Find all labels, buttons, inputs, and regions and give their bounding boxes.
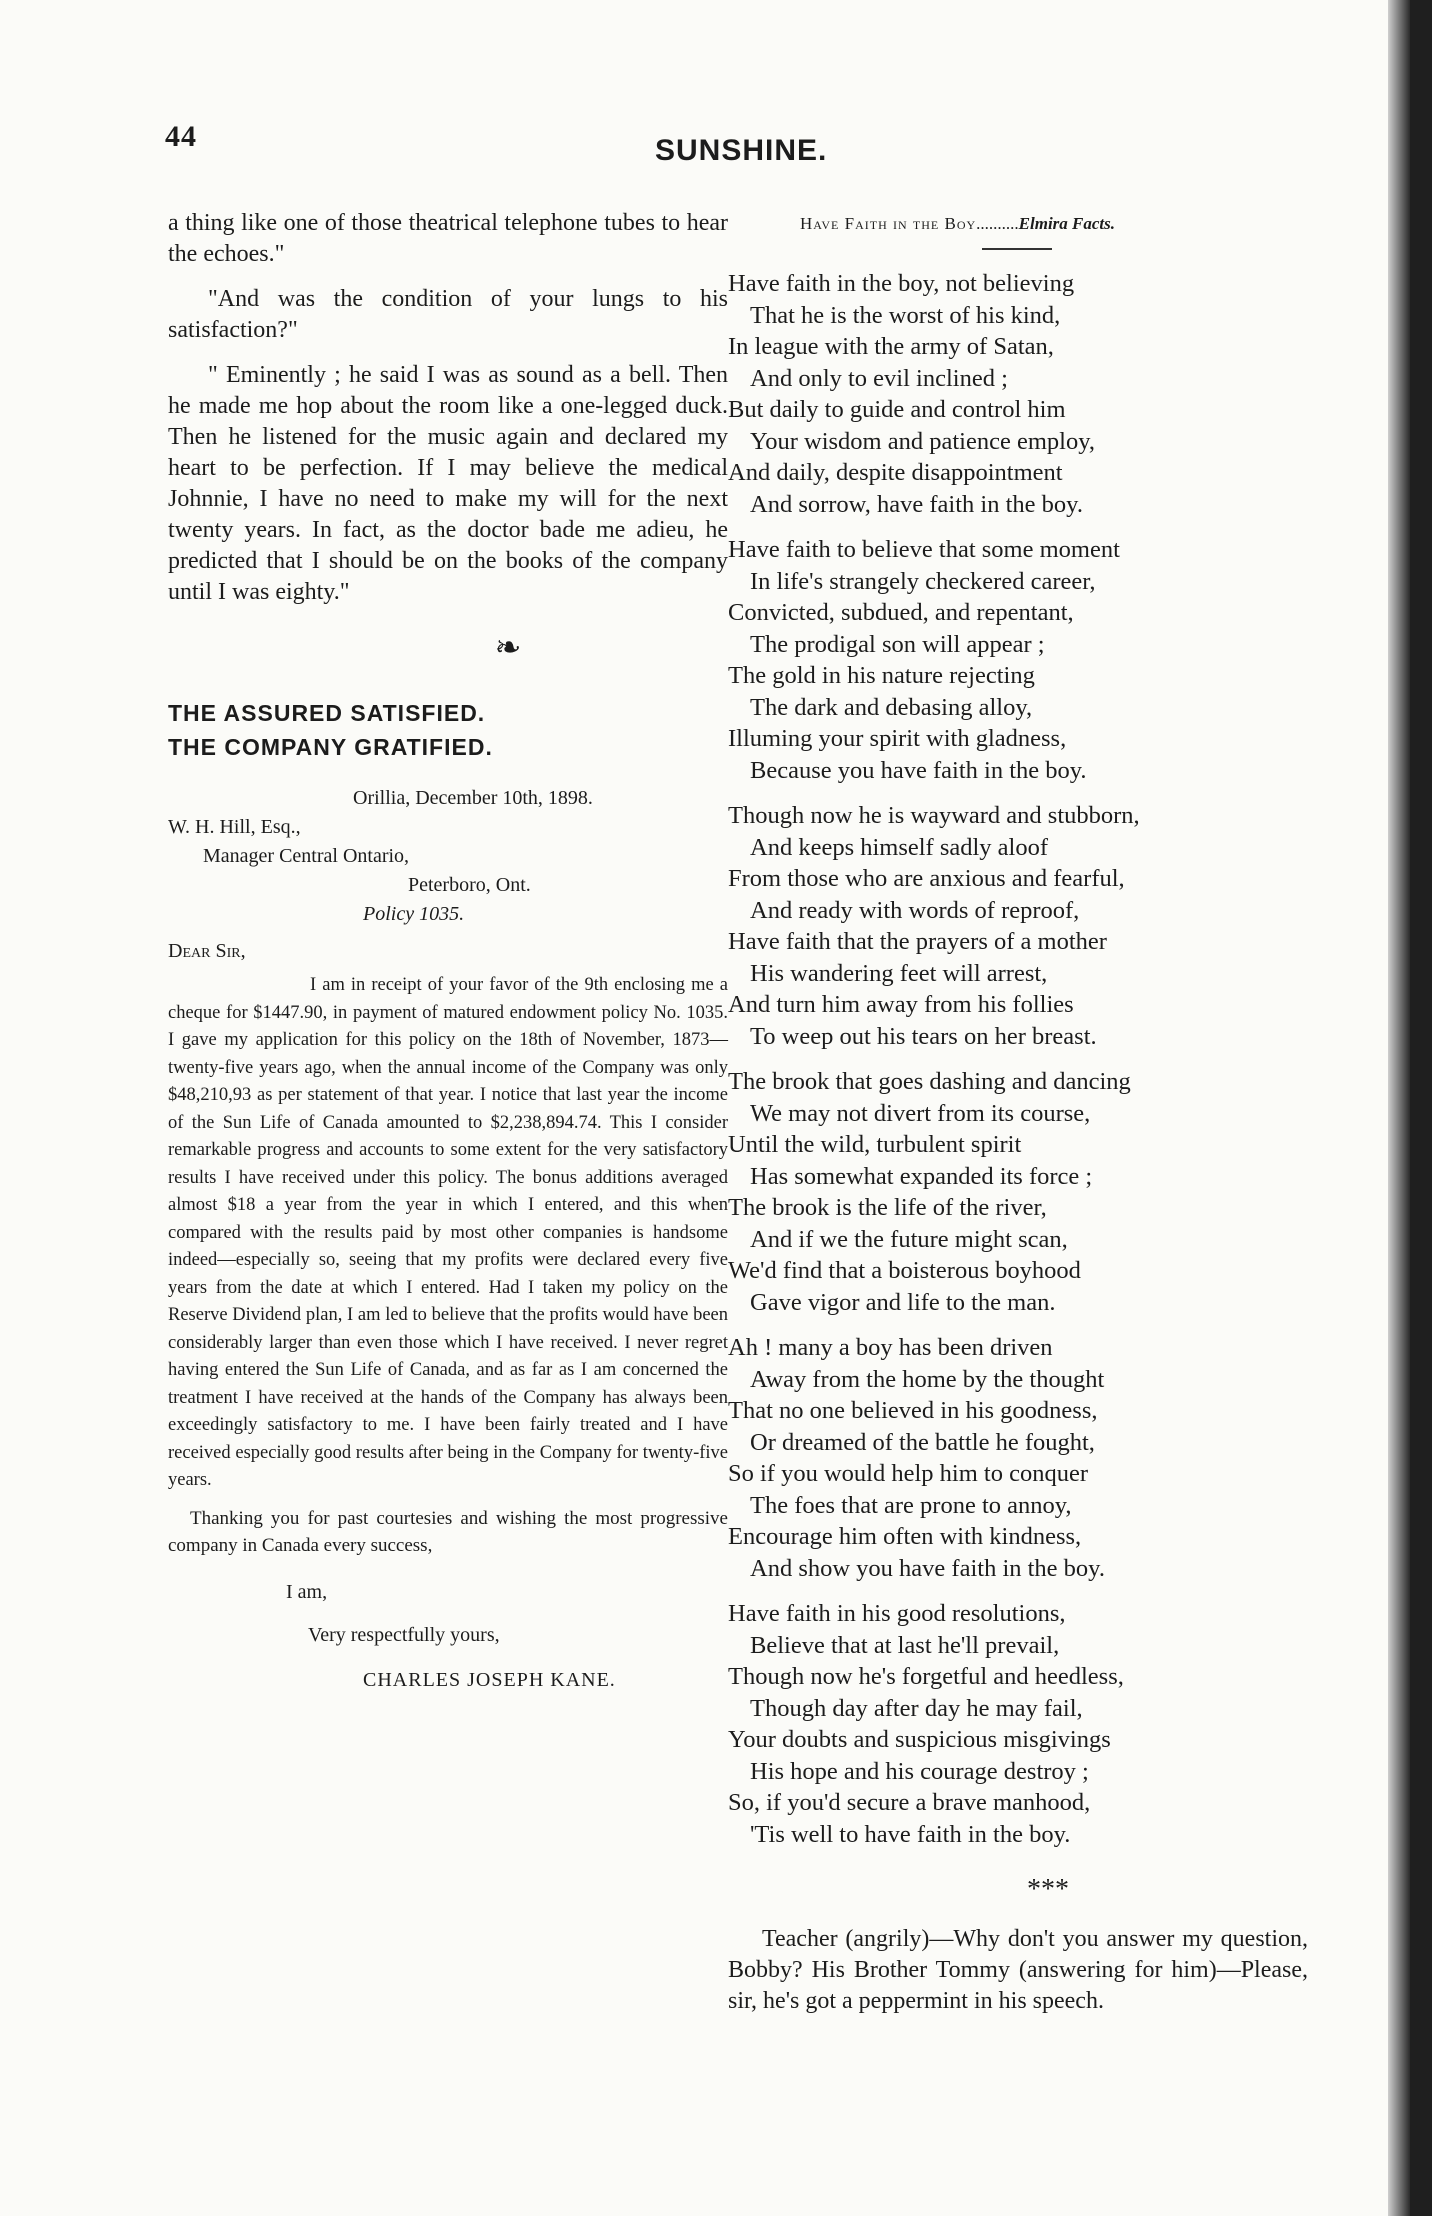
poem-line: And daily, despite disappointment	[728, 459, 1063, 486]
left-column	[168, 208, 728, 1695]
page-edge	[1388, 0, 1410, 2216]
poem-line: Ah ! many a boy has been driven	[728, 1334, 1053, 1361]
poem-line: And turn him away from his follies	[728, 991, 1074, 1018]
poem-line: In life's strangely checkered career,	[750, 567, 1096, 595]
right-column	[728, 208, 1308, 2017]
letter-salutation: Dear Sir,	[168, 940, 246, 962]
poem-line: The brook is the life of the river,	[728, 1194, 1047, 1221]
poem-line: That no one believed in his goodness,	[728, 1397, 1098, 1424]
poem-stanza	[728, 1332, 1308, 1584]
poem-line: Though now he's forgetful and heedless,	[728, 1663, 1124, 1690]
poem-line: But daily to guide and control him	[728, 396, 1066, 423]
poem-line: The foes that are prone to annoy,	[750, 1491, 1072, 1519]
poem-line: And show you have faith in the boy.	[750, 1554, 1105, 1582]
poem-line: Have faith that the prayers of a mother	[728, 928, 1107, 955]
poem-line: To weep out his tears on her breast.	[750, 1022, 1097, 1050]
poem-stanza	[728, 1066, 1308, 1318]
poem-title: Have Faith in the Boy	[800, 214, 977, 233]
joke-paragraph: Teacher (angrily)—Why don't you answer my question, Bobby? His Brother Tommy (answering for him)—Please, sir, he's got a peppermint in his speech.	[728, 1926, 1308, 2014]
poem-line: Because you have faith in the boy.	[750, 756, 1087, 784]
poem-line: That he is the worst of his kind,	[750, 301, 1061, 329]
poem-stanza	[728, 800, 1308, 1052]
poem-line: Away from the home by the thought	[750, 1365, 1105, 1393]
poem-line: Believe that at last he'll prevail,	[750, 1631, 1060, 1659]
poem-line: Though day after day he may fail,	[750, 1694, 1083, 1722]
letter-address-line: Peterboro, Ont.	[408, 874, 531, 896]
poem-line: Though now he is wayward and stubborn,	[728, 802, 1140, 829]
poem-line: Have faith in the boy, not believing	[728, 270, 1075, 297]
poem-stanza	[728, 1598, 1308, 1850]
article-continuation	[168, 208, 728, 608]
poem-stanza	[728, 268, 1308, 520]
headline: THE ASSURED SATISFIED.	[168, 700, 486, 726]
poem-source: Elmira Facts.	[1018, 214, 1116, 233]
paragraph: "And was the condition of your lungs to his satisfaction?"	[168, 286, 728, 343]
page-number: 44	[165, 120, 197, 153]
asterism: ***	[1027, 1874, 1069, 1905]
poem-line: Encourage him often with kindness,	[728, 1523, 1082, 1550]
poem-line: Your wisdom and patience employ,	[750, 427, 1095, 455]
poem-line: Or dreamed of the battle he fought,	[750, 1428, 1095, 1456]
poem-line: His wandering feet will arrest,	[750, 959, 1048, 987]
poem-line: Convicted, subdued, and repentant,	[728, 599, 1074, 626]
testimonial-letter	[168, 784, 728, 1695]
poem-heading	[728, 214, 1308, 234]
poem-line: Has somewhat expanded its force ;	[750, 1162, 1093, 1190]
poem-line: And keeps himself sadly aloof	[750, 833, 1049, 861]
poem-line: Your doubts and suspicious misgivings	[728, 1726, 1111, 1753]
paragraph: a thing like one of those theatrical telephone tubes to hear the echoes."	[168, 210, 728, 267]
divider	[982, 248, 1052, 250]
poem-line: From those who are anxious and fearful,	[728, 865, 1125, 892]
poem-line: 'Tis well to have faith in the boy.	[750, 1820, 1071, 1848]
poem-line: The gold in his nature rejecting	[728, 662, 1035, 689]
poem-stanza	[728, 534, 1308, 786]
letter-body: I am in receipt of your favor of the 9th enclosing me a cheque for $1447.90, in payment of matured endowment policy No. 1035. I gave my application for this policy on the 18th of November, 1873—twenty-five years ago, when the annual income of the Company was only $48,210,93 as per statement of that year. I notice that last year the income of the Sun Life of Canada amounted to $2,238,894.74. This I consider remarkable progress and accounts to some extent for the very satisfactory results I have received under this policy. The bonus additions averaged almost $18 a year from the year in which I entered, and this when compared with the results paid by most other companies is handsome indeed—especially so, seeing that my profits were declared every five years from the date at which I entered. Had I taken my policy on the Reserve Dividend plan, I am led to believe that the profits would have been considerably larger than even those which I have received. I never regret having entered the Sun Life of Canada, and as far as I am concerned the treatment I have received at the hands of the Company has always been exceedingly satisfactory to me. I have been fairly treated and I have received especially good results after being in the Company for twenty-five years.	[168, 975, 728, 1490]
running-head: SUNSHINE.	[655, 134, 828, 167]
poem-line: So if you would help him to conquer	[728, 1460, 1088, 1487]
poem-line: The prodigal son will appear ;	[750, 630, 1045, 658]
poem-line: Have faith in his good resolutions,	[728, 1600, 1066, 1627]
letter-thanks: Thanking you for past courtesies and wishing the most progressive company in Canada every success,	[168, 1507, 728, 1556]
letter-closing: I am,	[286, 1580, 328, 1603]
letter-address-line: Manager Central Ontario,	[203, 845, 410, 867]
poem-line: We may not divert from its course,	[750, 1099, 1091, 1127]
letter-dateline: Orillia, December 10th, 1898.	[353, 787, 593, 809]
poem-line: So, if you'd secure a brave manhood,	[728, 1789, 1091, 1816]
poem-line: And only to evil inclined ;	[750, 364, 1008, 392]
leaf-ornament-icon: ❧	[494, 629, 522, 665]
letter-signature: CHARLES JOSEPH KANE.	[363, 1668, 616, 1691]
poem	[728, 268, 1308, 1850]
poem-line: Gave vigor and life to the man.	[750, 1288, 1056, 1316]
poem-line: And ready with words of reproof,	[750, 896, 1080, 924]
letter-policy: Policy 1035.	[363, 903, 465, 925]
poem-line: The brook that goes dashing and dancing	[728, 1068, 1131, 1095]
letter-address-line: W. H. Hill, Esq.,	[168, 816, 301, 838]
poem-line: His hope and his courage destroy ;	[750, 1757, 1089, 1785]
poem-line: Illuming your spirit with gladness,	[728, 725, 1067, 752]
poem-line: Have faith to believe that some moment	[728, 536, 1120, 563]
poem-line: And sorrow, have faith in the boy.	[750, 490, 1083, 518]
poem-line: And if we the future might scan,	[750, 1225, 1068, 1253]
poem-leader: ..........	[976, 214, 1019, 233]
poem-line: In league with the army of Satan,	[728, 333, 1054, 360]
paragraph: " Eminently ; he said I was as sound as a bell. Then he made me hop about the room like a one-legged duck. Then he listened for the music again and declared my heart to be perfection. If I may believe the medical Johnnie, I have no need to make my will for the next twenty years. In fact, as the doctor bade me adieu, he predicted that I should be on the books of the company until I was eighty."	[168, 362, 728, 605]
poem-line: The dark and debasing alloy,	[750, 693, 1033, 721]
letter-closing: Very respectfully yours,	[308, 1623, 500, 1646]
poem-line: We'd find that a boisterous boyhood	[728, 1257, 1081, 1284]
headline: THE COMPANY GRATIFIED.	[168, 734, 493, 760]
poem-line: Until the wild, turbulent spirit	[728, 1131, 1022, 1158]
